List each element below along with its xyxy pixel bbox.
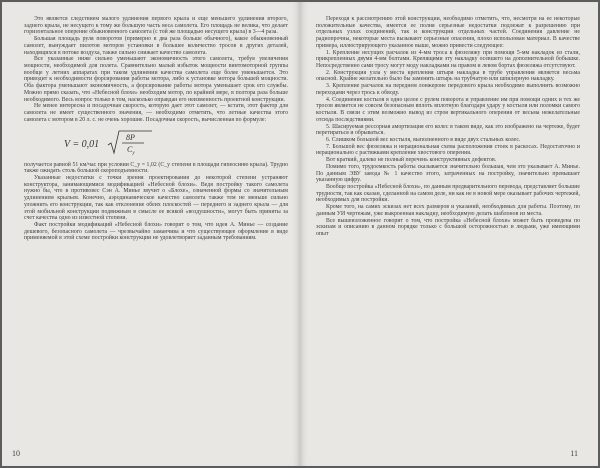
formula-denominator <box>127 145 135 156</box>
formula-numerator: 8P <box>126 132 135 142</box>
right-text <box>316 16 580 238</box>
paragraph: Указанные недостатки с точки зрения проектирования до некоторой степени устраняют конструктора, занимающимися модификацией «Небесной блохи». Ведя постройку такого самолета нужно бы, что в противовес Сэн А. Минье звучит о «Блохе», означенной формы со значительным удлинением крыльев. Конечно, аэродинамическое качество самолета также тем не меньше сильно уложнить его конструкции, так как отклонение обеих плоскостей — переднего и заднего крыла — для этой мобильной конструкции подвижным в смысле ее всякой «воздушности», могут быть приняты за счет качества одно из известной степени. <box>24 174 288 222</box>
paragraph: 1. Крепление несущих расчалок из 4-мм троса к фюзеляжу при помощи 5-мм накладок из стали, прикрепленных двумя 4-мм болтами. Крепящими эту накладку осевшего на дополнительной бобышке. Непосредственно сами тросу могут моду накладками на правом и левом бортах фюзеляжа отсутствуют. <box>316 49 580 70</box>
paragraph: Все указанные ниже сильно уменьшают экономичность этого самолета, требуя увеличения мощности, необходимой для полета. Сравнительно малый избыток мощности винтомоторной группы вообще у летних аппаратах при таком удлинении качества самолета еще более уменьшается. Это приводит к необходимости форсирования работы мотора, либо к установке мотора большей мощности. Оба фактора уменьшают экономичность, а форсирование работы мотора уменьшает срок его службы. Можно прямо сказать, что «Небесной блохе» необходим мотор, по крайней мере, в полтора раза больше необходимого. Весь вопрос только в том, насколько оправдан его неизменность проектной конструкции. <box>24 56 288 103</box>
paragraph: получается равной 51 км/час при условии C_y = 1,02 (C_y степени в площади гипеосиню крыла). Трудно также ожидать столь большой скороподъемности. <box>24 161 288 175</box>
paragraph: 5. Шасируемая рессорная амортизация его колес в таком виде, как это изображено на чертеже, будет перетираться и обрываться. <box>316 123 580 137</box>
book-spread <box>2 2 598 466</box>
paragraph: 4. Соединение костыля в одно целое с рулем поворота и управление им при помощи одних и тех же тросов является не совсем безопасным вплоть вплотную благодаря удару у костыля или поломки самого костыля. В связи с этим возможно вывод из строя вертикального оперения от весьма нежелательные отсюда последствиями. <box>316 96 580 123</box>
formula-den-letter: C <box>127 144 133 154</box>
paragraph: Все вышеизложенное говорит о том, что постройка «Небесной блохи» может быть проведена по эскизам и описанию в данном порядке только с большой осторожностью и людьми, уже имеющими опыт <box>316 217 580 237</box>
formula-den-sub: y <box>132 150 135 156</box>
paragraph: 7. Большой вес фюзеляжа и нерациональная схема расположения стоек в раскосах. Недостаточно и нерационально с растяжками крепление хвостового оперения. <box>316 143 580 157</box>
right-page <box>300 2 598 466</box>
left-page-number: 10 <box>12 449 20 458</box>
paragraph: Вообще постройка «Небесной блохи», по данным предварительного перевода, представляет большие трудности, так как сказан, сделанной на самом деле, ни как не в новой мере оказывает рабочих чертежей, необходимых для постройки. <box>316 183 580 204</box>
formula-graphic <box>64 129 154 157</box>
paragraph: Переходя к рассмотрению этой конструкции, необходимо отметить, что, несмотря на ее некоторые положительные качества, имеется ее полня серьезные недостатки подлежат к разрешению при отдельных узлах соединений, так и конструкции отдельных частей. Соединения давление не радиопрочны, некоторые места вызывают серьезные опасения, плохо использован материал. В качестве примера, иллюстрирующего указанное выше, можно привести следующее: <box>316 16 580 49</box>
paragraph: 2. Конструкция узла у места крепления штыря накладка в трубе управления является весьма опасной. Крайне желательно было бы заменить штырь на трубчатую или шпилерную накладку. <box>316 69 580 83</box>
paragraph: Вот краткий, далеко не полный перечень конструктивных дефектов. <box>326 157 497 164</box>
formula-lead: V = 0,01 <box>64 138 100 150</box>
paragraph: Факт постройки модификаций «Небесной блохи» говорит о том, что идея А. Минье — создание дешевого, безопасного самолета — чрезвычайно заманчива и что существующее оформление в виде применяемой в этой схеме постройки конструкции не удовлетворяет заданным требованиям. <box>24 221 288 242</box>
paragraph: Не менее интересна и посадочная скорость, которую дает этот самолет, — кстати, этот фактор для самолета не имеет существенного значения, — необходимо отметить, что летные качества этого самолета с мотором в 20 л. с. не очень хорошие. Посадочная скорость, вычисленная по формуле: <box>24 103 288 123</box>
paragraph: Помимо того, трудоемкость работы сказывается значительно большая, чем это указывает А. Минье. По данным ЭВУ завода № 1 качество этого, затраченных на постройку, значительно превышает указанную цифру. <box>316 163 580 184</box>
left-page <box>2 2 300 466</box>
paragraph: Большая площадь руля поворотов (примерно в два раза больше обычного), какое обыкновенный самолет, вынуждает пилотов моторов установки в большее количество тросов в других деталей, находящихся в потоке воздуха, также сильно снижает качество самолета. <box>24 36 288 56</box>
paragraph: Кроме того, на самих эскизах нет всех размеров и указаний, необходимых для работы. Поэтому, по данным УИ чертежам, уже выкроенная накладку, необходимую делать шаблонов из места. <box>316 204 580 217</box>
paragraph: 3. Крепление расчалок на переднем лонжероне передового крыла необходимо выполнить возможно переходами через трось к обводу. <box>316 83 580 96</box>
left-text-before-formula <box>24 16 288 124</box>
left-text-after-formula <box>24 162 288 243</box>
landing-speed-formula <box>64 129 288 157</box>
right-page-number: 11 <box>570 449 578 458</box>
paragraph: 6. Слишком большой вес костыля, выполненного в виде двух стальных колес. <box>326 136 521 143</box>
paragraph: Это является следствием малого удлинения первого крыла и еще меньшего удлинения второго, заднего крыла, не несущего к тому же большую часть веса самолета. Его площадь не велика, что делает горизонтальное оперение обыкновенного самолета (с той же площадью несущего крыла) в 3—4 раза. <box>24 16 288 36</box>
